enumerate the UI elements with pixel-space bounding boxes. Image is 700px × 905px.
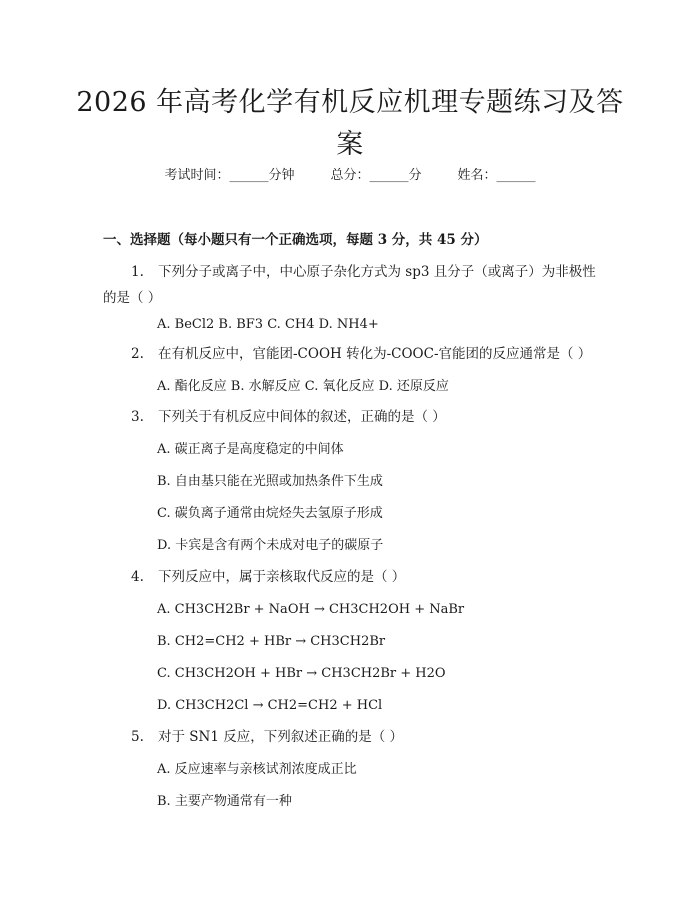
question-2-options: A. 酯化反应 B. 水解反应 C. 氧化反应 D. 还原反应 [157, 379, 449, 394]
question-4-option-d: D. CH3CH2Cl → CH2=CH2 + HCl [157, 698, 383, 713]
question-text: 下列反应中，属于亲核取代反应的是（ ） [158, 569, 406, 585]
section-heading: 一、选择题（每小题只有一个正确选项，每题 3 分，共 45 分） [103, 232, 488, 248]
document-title [60, 82, 640, 166]
question-5-option-a: A. 反应速率与亲核试剂浓度成正比 [157, 762, 357, 777]
question-text: 下列关于有机反应中间体的叙述，正确的是（ ） [158, 409, 446, 425]
question-3 [103, 404, 603, 430]
question-3-option-c: C. 碳负离子通常由烷烃失去氢原子形成 [157, 506, 383, 521]
question-number: 1. [131, 264, 144, 280]
question-number: 2. [131, 346, 144, 362]
question-5-option-b: B. 主要产物通常有一种 [157, 794, 292, 809]
question-text: 在有机反应中，官能团-COOH 转化为-COOC-官能团的反应通常是（ ） [158, 346, 592, 362]
student-name: 姓名：______ [457, 168, 536, 183]
question-2 [103, 341, 603, 367]
question-4-option-b: B. CH2=CH2 + HBr → CH3CH2Br [157, 634, 386, 649]
question-number: 4. [131, 569, 144, 585]
exam-score: 总分：______分 [330, 168, 422, 183]
question-number: 5. [131, 729, 144, 745]
question-text-cont: 的是（ ） [103, 290, 162, 306]
question-5 [103, 724, 603, 750]
question-number: 3. [131, 409, 144, 425]
exam-time: 考试时间：______分钟 [164, 168, 295, 183]
question-3-option-a: A. 碳正离子是高度稳定的中间体 [157, 442, 344, 457]
question-text: 对于 SN1 反应，下列叙述正确的是（ ） [158, 729, 404, 745]
question-4-option-c: C. CH3CH2OH + HBr → CH3CH2Br + H2O [157, 666, 446, 681]
question-4-option-a: A. CH3CH2Br + NaOH → CH3CH2OH + NaBr [157, 602, 465, 617]
question-4 [103, 564, 603, 590]
title-line-1: 2026 年高考化学有机反应机理专题练习及答 [76, 87, 624, 118]
question-3-option-d: D. 卡宾是含有两个未成对电子的碳原子 [157, 538, 384, 553]
question-text: 下列分子或离子中，中心原子杂化方式为 sp3 且分子（或离子）为非极性 [158, 264, 596, 280]
question-1-options: A. BeCl2 B. BF3 C. CH4 D. NH4+ [157, 317, 379, 332]
question-3-option-b: B. 自由基只能在光照或加热条件下生成 [157, 474, 383, 489]
title-line-2: 案 [336, 129, 364, 160]
exam-meta [0, 166, 700, 186]
question-1 [103, 259, 603, 311]
